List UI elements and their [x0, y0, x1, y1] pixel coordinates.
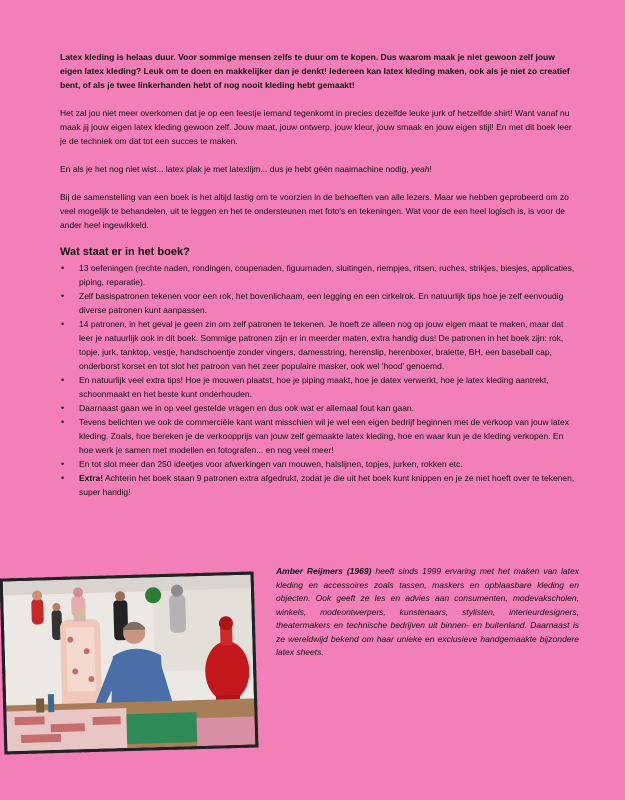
list-item-extra: • Extra! Achterin het boek staan 9 patronen extra afgedrukt, zodat je die uit het boek kunt knippen en je ze niet hoeft over te tekenen, super handig!: [60, 471, 579, 499]
contents-list: [60, 261, 579, 499]
author-bio: Amber Reijmers (1969) heeft sinds 1999 ervaring met het maken van latex kleding en accessoires zoals tassen, maskers en opblaasbare kleding en objecten. Ook geeft ze les en advies aan consumenten, modevakscholen, winkels, modeontwerpers, kunstenaars, stylisten, interieurdesigners, theatermakers en technische bedrijven uit binnen- en buitenland. Daarnaast is ze wereldwijd bekend om haar unieke en exclusieve handgemaakte bijzondere latex sheets.: [276, 566, 579, 657]
intro-paragraph-3: En als je het nog niet wist... latex plak je met latexlijm... dus je hebt géén naaimachine nodig, yeah!: [60, 164, 432, 174]
author-photo: [0, 571, 258, 754]
main-text: [60, 50, 579, 499]
list-item: • Zelf basispatronen tekenen voor een rok, het bovenlichaam, een legging en een cirkelrok. En natuurlijk tips hoe je zelf eenvoudig diverse patronen kunt aanpassen.: [60, 289, 579, 317]
intro-paragraph-4: Bij de samenstelling van een boek is het altijd lastig om te voorzien in de behoeften van alle lezers. Maar we hebben geprobeerd om zo veel mogelijk te behandelen, uit te leggen en het te ondersteunen met foto's en tekeningen. Wat voor de een heel logisch is, is voor de ander heel ingewikkeld.: [60, 192, 569, 230]
list-item: • Daarnaast gaan we in op veel gestelde vragen en dus ook wat er allemaal fout kan gaan.: [60, 401, 579, 415]
intro-paragraph-1: Latex kleding is helaas duur. Voor sommige mensen zelfs te duur om te kopen. Dus waarom maak je niet gewoon zelf jouw eigen latex kleding? Leuk om te doen en makkelijker dan je denkt! Iedereen kan latex kleding maken, ook als je niet zo creatief bent, of als je twee linkerhanden hebt of nog nooit kleding hebt gemaakt!: [60, 52, 570, 90]
list-item: • En tot slot meer dan 250 ideetjes voor afwerkingen van mouwen, halslijnen, topjes, jurken, rokken etc.: [60, 457, 579, 471]
section-heading: Wat staat er in het boek?: [60, 246, 190, 258]
list-item: • En natuurlijk veel extra tips! Hoe je mouwen plaatst, hoe je piping maakt, hoe je datex verwerkt, hoe je latex kleding aantrekt, schoonmaakt en het beste kunt onderhouden.: [60, 373, 579, 401]
list-item: • 13 oefeningen (rechte naden, rondingen, coupenaden, figuurnaden, sluitingen, riempjes, ritsen, ruches, strikjes, biesjes, applicaties, piping, reparatie).: [60, 261, 579, 289]
list-item: • Tevens belichten we ook de commerciële kant want misschien wil je wel een eigen bedrijf beginnen met de verkoop van jouw latex kleding. Zoals, hoe bereken je de verkoopprijs van jouw zelf gemaakte latex kleding, hoe en waar kun je de kleding verkopen. En hoe werk je samen met modellen en fotografen... en nog veel meer!: [60, 415, 579, 457]
list-item: • 14 patronen, in het geval je geen zin om zelf patronen te tekenen. Je hoeft ze alleen nog op jouw eigen maat te maken, maar dat leer je natuurlijk ook in dit boek. Sommige patronen zijn er in meerder maten, extra handig dus! De patronen in het boek zijn: rok, topje, jurk, tanktop, vestje, handschoentje zonder vingers, damesstring, herenslip, herenboxer, bralette, BH, een baseball cap, onderborst korset en tot slot het patroon van het zeer populaire masker, ook wel 'hood' genoemd.: [60, 317, 579, 373]
intro-paragraph-2: Het zal jou niet meer overkomen dat je op een feestje iemand tegenkomt in precies dezelfde leuke jurk of hetzelfde shirt! Want vanaf nu maak jij jouw eigen latex kleding gewoon zelf. Jouw maat, jouw ontwerp, jouw kleur, jouw smaak en jouw eigen stijl! En met dit boek leer je de techniek om dat tot een succes te maken.: [60, 108, 572, 146]
